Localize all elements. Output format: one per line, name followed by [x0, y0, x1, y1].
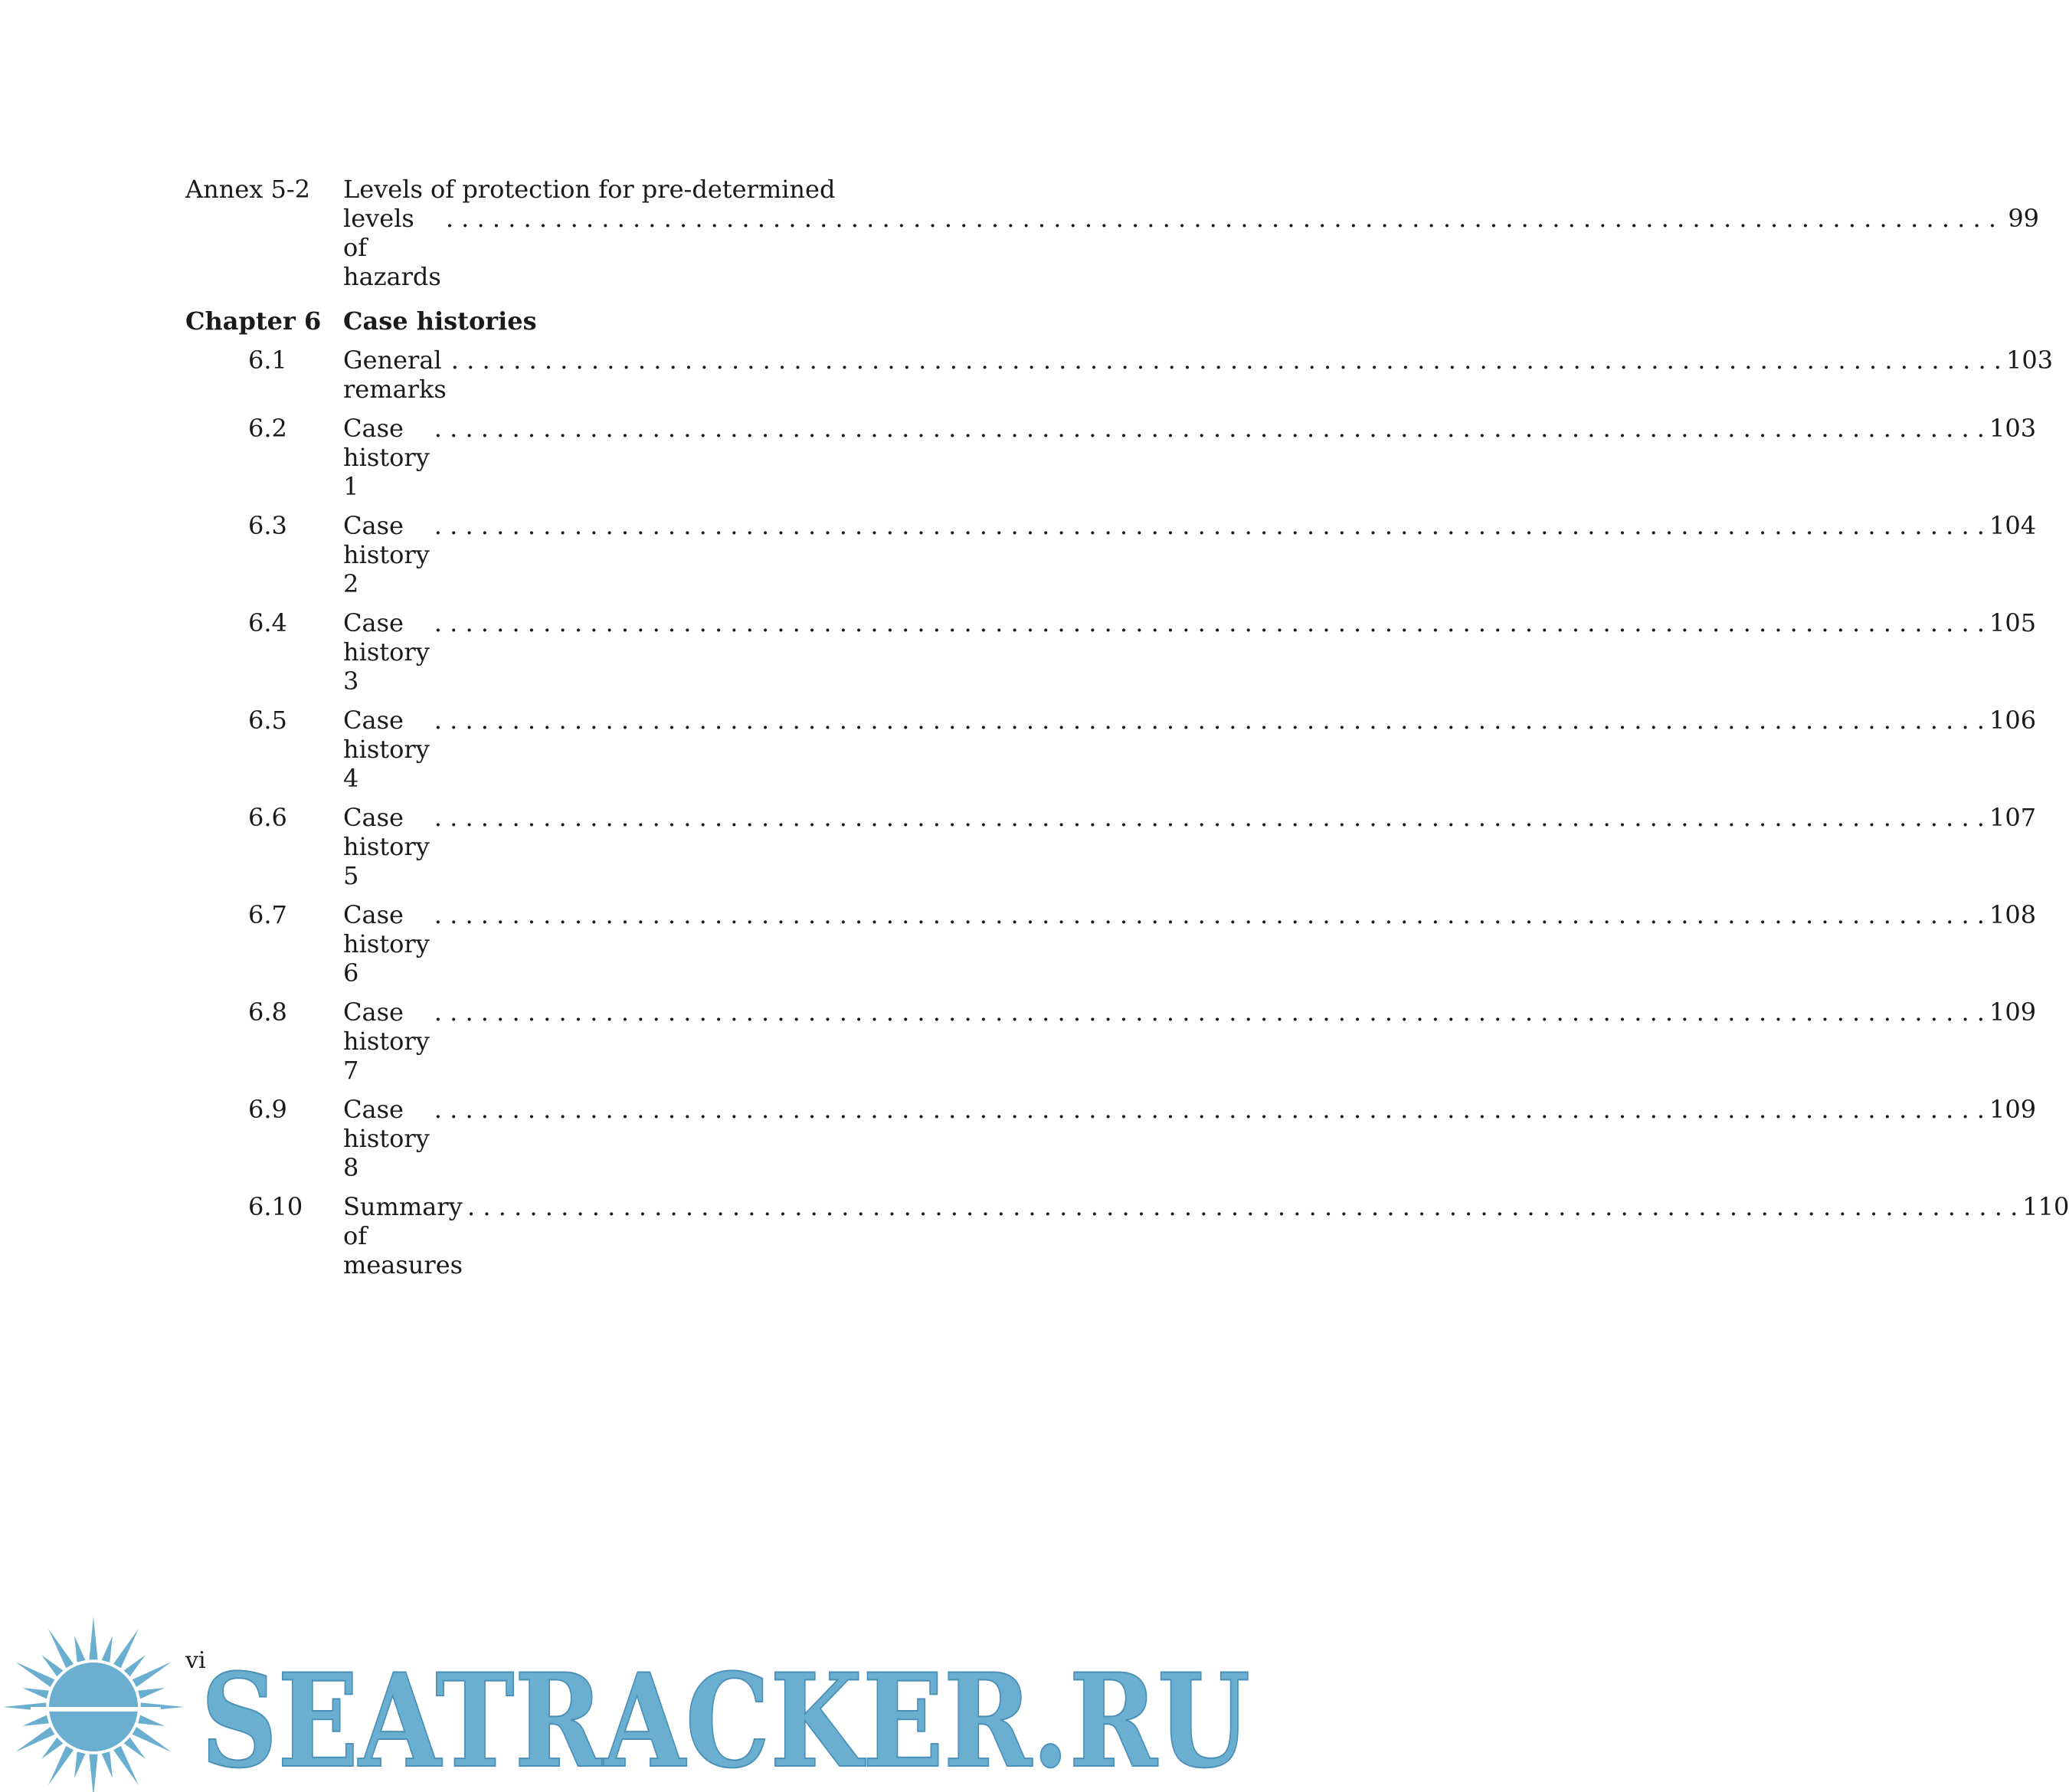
toc-entry-page: 103 [2005, 346, 2054, 375]
toc-entry-row[interactable] [185, 803, 2037, 890]
sun-ray [133, 1727, 172, 1752]
toc-entry-number: 6.2 [248, 414, 287, 443]
table-of-contents [185, 175, 2069, 1279]
toc-annex-number: Annex 5-2 [185, 175, 311, 204]
toc-entry-title: Case history 5 [343, 803, 430, 890]
sun-ray [102, 1636, 113, 1663]
sun-ray [133, 1662, 172, 1687]
sun-ray [74, 1636, 85, 1663]
toc-entry-title: Case history 2 [343, 511, 430, 598]
watermark-text: SEATRACKER.RU [201, 1645, 1250, 1792]
dot-leader [434, 1095, 1985, 1124]
toc-entry-row[interactable] [185, 706, 2037, 793]
toc-entry-row[interactable] [185, 346, 2054, 404]
toc-entry-number: 6.8 [248, 998, 287, 1027]
toc-entry-number: 6.4 [248, 608, 287, 637]
sun-ray [138, 1715, 165, 1726]
toc-entry-page: 109 [1989, 998, 2037, 1027]
dot-leader [434, 608, 1985, 637]
dot-leader [434, 414, 1985, 443]
toc-entry-number: 6.1 [248, 346, 287, 375]
page-folio: vi [185, 1647, 206, 1674]
sun-ray [124, 1738, 146, 1759]
toc-entry-page: 110 [2022, 1192, 2069, 1221]
toc-entry-row[interactable] [185, 608, 2037, 696]
sun-ray [89, 1754, 97, 1792]
sun-ray [22, 1715, 49, 1726]
toc-entry-page: 107 [1989, 803, 2037, 832]
toc-entry-number: 6.9 [248, 1095, 287, 1124]
sun-ray [124, 1655, 146, 1676]
toc-entry-page: 103 [1989, 414, 2037, 443]
toc-annex-row[interactable] [185, 175, 2040, 291]
sun-ray [113, 1746, 139, 1786]
dot-leader [434, 706, 1985, 735]
sun-ray [89, 1617, 97, 1659]
toc-entry-title: Case history 8 [343, 1095, 430, 1182]
toc-entry-page: 106 [1989, 706, 2037, 735]
toc-entry-row[interactable] [185, 1192, 2069, 1279]
toc-entry-number: 6.10 [248, 1192, 303, 1221]
sun-ray [113, 1629, 139, 1669]
toc-chapter-row[interactable] [185, 306, 1056, 336]
toc-entry-page: 104 [1989, 511, 2037, 540]
sun-ray [22, 1688, 49, 1699]
sun-ray [48, 1629, 74, 1669]
toc-annex-page: 99 [2008, 204, 2040, 233]
sun-ray [41, 1738, 63, 1759]
toc-entry-page: 109 [1989, 1095, 2037, 1124]
dot-leader [451, 346, 2002, 375]
dot-leader [446, 204, 1996, 233]
toc-annex-title-line2: levels of hazards [343, 204, 441, 291]
dot-leader [434, 803, 1985, 832]
sun-ray [74, 1751, 85, 1778]
toc-entry-title: Case history 4 [343, 706, 430, 793]
toc-chapter-number: Chapter 6 [185, 306, 322, 336]
toc-entry-title: Case history 1 [343, 414, 430, 501]
toc-entry-number: 6.3 [248, 511, 287, 540]
dot-leader [434, 511, 1985, 540]
dot-leader [467, 1192, 2018, 1221]
watermark [0, 1609, 1267, 1792]
toc-entry-title: Case history 7 [343, 998, 430, 1085]
toc-entry-number: 6.6 [248, 803, 287, 832]
sun-ray [48, 1746, 74, 1786]
sun-ray [138, 1688, 165, 1699]
dot-leader [434, 900, 1985, 929]
toc-entry-page: 105 [1989, 608, 2037, 637]
toc-entry-title: Case history 6 [343, 900, 430, 988]
dot-leader [434, 998, 1985, 1027]
toc-entry-title: Case history 3 [343, 608, 430, 696]
toc-entry-number: 6.5 [248, 706, 287, 735]
toc-entry-row[interactable] [185, 1095, 2037, 1182]
toc-entry-row[interactable] [185, 414, 2037, 501]
sun-ray [15, 1662, 55, 1687]
sun-icon [3, 1617, 184, 1792]
toc-chapter-title: Case histories [343, 306, 537, 336]
toc-entry-row[interactable] [185, 900, 2037, 988]
toc-entry-title: General remarks [343, 346, 447, 404]
sun-ray [41, 1655, 63, 1676]
toc-entry-number: 6.7 [248, 900, 287, 929]
toc-entry-row[interactable] [185, 511, 2037, 598]
sun-ray [15, 1727, 55, 1752]
toc-annex-title-line1: Levels of protection for pre-determined [343, 175, 836, 204]
toc-entry-row[interactable] [185, 998, 2037, 1085]
toc-entry-title: Summary of measures [343, 1192, 463, 1279]
sun-ray [102, 1751, 113, 1778]
toc-entry-page: 108 [1989, 900, 2037, 929]
